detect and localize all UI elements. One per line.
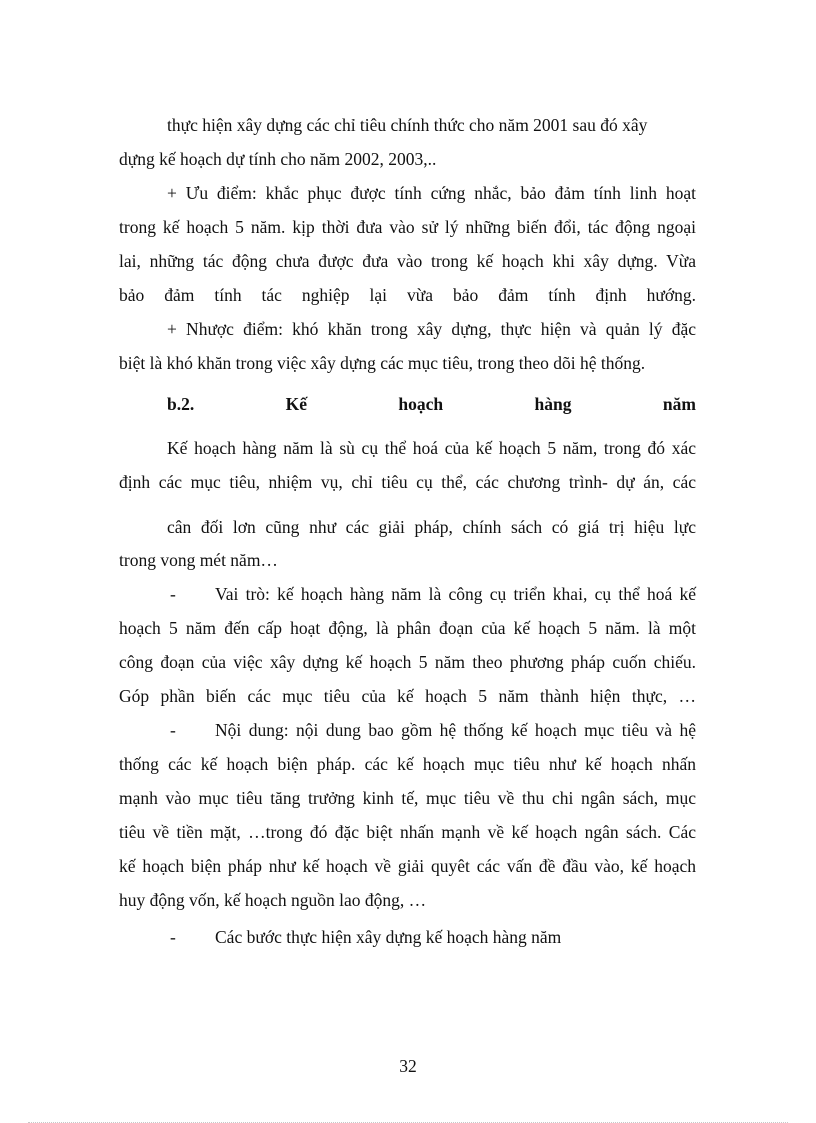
text-line: dựng kế hoạch dự tính cho năm 2002, 2003,..	[119, 149, 437, 169]
text-line: tiêu về tiền mặt, …trong đó đặc biệt nhấn mạnh về kế hoạch ngân sách. Các	[119, 822, 696, 842]
text-line: trong kế hoạch 5 năm. kịp thời đưa vào sử lý những biến đổi, tác động ngoại	[119, 217, 696, 237]
text-line: thống các kế hoạch biện pháp. các kế hoạch mục tiêu như kế hoạch nhấn	[119, 754, 696, 774]
heading-word: năm	[662, 394, 696, 414]
heading-word: hoạch	[398, 394, 444, 414]
text-line: định các mục tiêu, nhiệm vụ, chỉ tiêu cụ thể, các chương trình- dự án, các	[119, 472, 696, 492]
heading-number: b.2.	[167, 394, 195, 414]
bullet-dash: -	[170, 720, 176, 740]
text-line: Nội dung: nội dung bao gồm hệ thống kế hoạch mục tiêu và hệ	[215, 720, 696, 740]
text-line: Các bước thực hiện xây dựng kế hoạch hàng năm	[215, 927, 562, 947]
text-line: Góp phần biến các mục tiêu của kế hoạch 5 năm thành hiện thực, …	[119, 686, 696, 706]
text-line: cân đối lơn cũng như các giải pháp, chính sách có giá trị hiệu lực	[167, 517, 696, 537]
text-line: lai, những tác động chưa được đưa vào trong kế hoạch khi xây dựng. Vừa	[119, 251, 696, 271]
section-heading	[167, 393, 696, 415]
text-line: bảo đảm tính tác nghiệp lại vừa bảo đảm tính định hướng.	[119, 285, 696, 305]
text-line: công đoạn của việc xây dựng kế hoạch 5 năm theo phương pháp cuốn chiếu.	[119, 652, 696, 672]
text-line: Vai trò: kế hoạch hàng năm là công cụ triển khai, cụ thể hoá kế	[215, 584, 696, 604]
text-line: mạnh vào mục tiêu tăng trưởng kinh tế, mục tiêu về thu chi ngân sách, mục	[119, 788, 696, 808]
text-line: trong vong mét năm…	[119, 550, 278, 570]
text-line: Kế hoạch hàng năm là sù cụ thể hoá của kế hoạch 5 năm, trong đó xác	[167, 438, 696, 458]
bullet-dash: -	[170, 927, 176, 947]
heading-word: Kế	[285, 394, 308, 414]
text-line: kế hoạch biện pháp như kế hoạch về giải quyêt các vấn đề đầu vào, kế hoạch	[119, 856, 696, 876]
text-line: huy động vốn, kế hoạch nguồn lao động, …	[119, 890, 427, 910]
heading-word: hàng	[534, 394, 572, 414]
text-line: + Ưu điểm: khắc phục được tính cứng nhắc, bảo đảm tính linh hoạt	[167, 183, 696, 203]
page-number: 32	[399, 1056, 417, 1076]
bullet-dash: -	[170, 584, 176, 604]
text-line: biệt là khó khăn trong việc xây dựng các mục tiêu, trong theo dõi hệ thống.	[119, 353, 646, 373]
text-line: + Nhược điểm: khó khăn trong xây dựng, thực hiện và quản lý đặc	[167, 319, 696, 339]
text-line: thực hiện xây dựng các chỉ tiêu chính thức cho năm 2001 sau đó xây	[167, 115, 648, 135]
text-line: hoạch 5 năm đến cấp hoạt động, là phân đoạn của kế hoạch 5 năm. là một	[119, 618, 696, 638]
